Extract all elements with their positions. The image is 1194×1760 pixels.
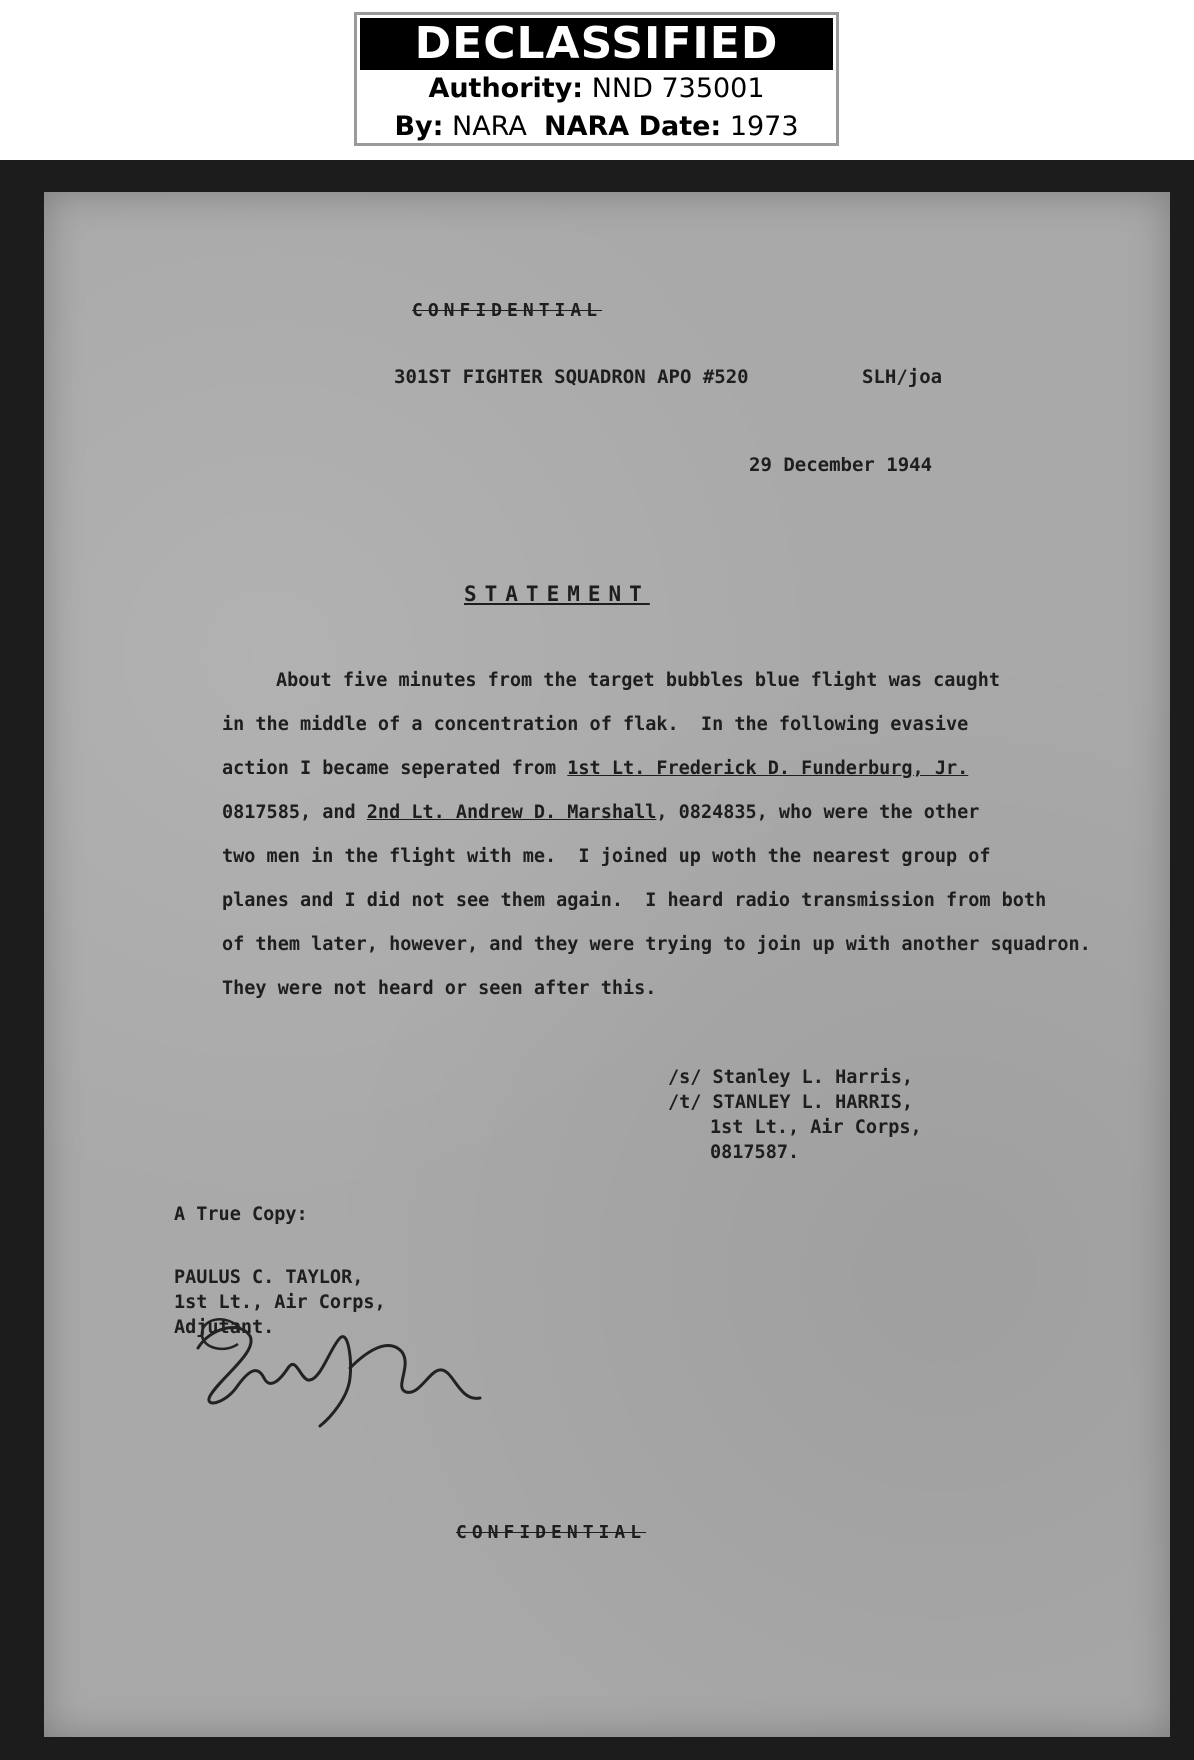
date-value: 1973	[729, 111, 799, 142]
body-line-4-text: 0817585, and	[222, 802, 367, 823]
body-line-3	[222, 758, 968, 779]
signature-serial: 0817587.	[710, 1142, 800, 1163]
scanned-document	[0, 160, 1194, 1760]
by-value: NARA	[452, 111, 527, 142]
document-date: 29 December 1944	[749, 454, 933, 476]
declassified-stamp	[354, 12, 839, 146]
stamp-title: DECLASSIFIED	[360, 18, 833, 70]
body-line-8: They were not heard or seen after this.	[222, 978, 657, 999]
handwritten-signature	[180, 1308, 500, 1448]
classification-top: CONFIDENTIAL	[412, 300, 603, 321]
reference-initials: SLH/joa	[862, 366, 943, 388]
copy-officer-name: PAULUS C. TAYLOR,	[174, 1267, 364, 1288]
body-line-4-text-end: , 0824835, who were the other	[656, 802, 980, 823]
signature-line-s: /s/ Stanley L. Harris,	[668, 1067, 914, 1088]
copy-officer-rank: 1st Lt., Air Corps,	[174, 1292, 386, 1313]
body-line-1: About five minutes from the target bubbles blue flight was caught	[276, 670, 1000, 691]
classification-bottom: CONFIDENTIAL	[456, 1522, 647, 1543]
underlined-name-marshall: 2nd Lt. Andrew D. Marshall	[366, 802, 657, 823]
authority-label: Authority:	[428, 73, 584, 104]
copy-officer-role: Adjutant.	[174, 1317, 275, 1338]
authority-value: NND 735001	[591, 73, 765, 104]
body-line-6: planes and I did not see them again. I heard radio transmission from both	[222, 890, 1047, 911]
document-page	[44, 192, 1170, 1737]
body-line-3-text: action I became seperated from	[222, 758, 568, 779]
date-label: NARA Date:	[544, 111, 722, 142]
statement-title: STATEMENT	[464, 582, 650, 606]
signature-rank: 1st Lt., Air Corps,	[710, 1117, 922, 1138]
body-line-7: of them later, however, and they were trying to join up with another squadron.	[222, 934, 1091, 955]
stamp-by	[357, 108, 836, 146]
body-line-2: in the middle of a concentration of flak. In the following evasive	[222, 714, 969, 735]
stamp-authority	[357, 70, 836, 108]
body-line-5: two men in the flight with me. I joined up woth the nearest group of	[222, 846, 991, 867]
true-copy-label: A True Copy:	[174, 1204, 308, 1225]
unit-header: 301ST FIGHTER SQUADRON APO #520	[394, 366, 749, 388]
body-line-4	[222, 802, 979, 823]
by-label: By:	[394, 111, 444, 142]
underlined-name-funderburg: 1st Lt. Frederick D. Funderburg, Jr.	[567, 758, 969, 779]
signature-line-t: /t/ STANLEY L. HARRIS,	[668, 1092, 914, 1113]
